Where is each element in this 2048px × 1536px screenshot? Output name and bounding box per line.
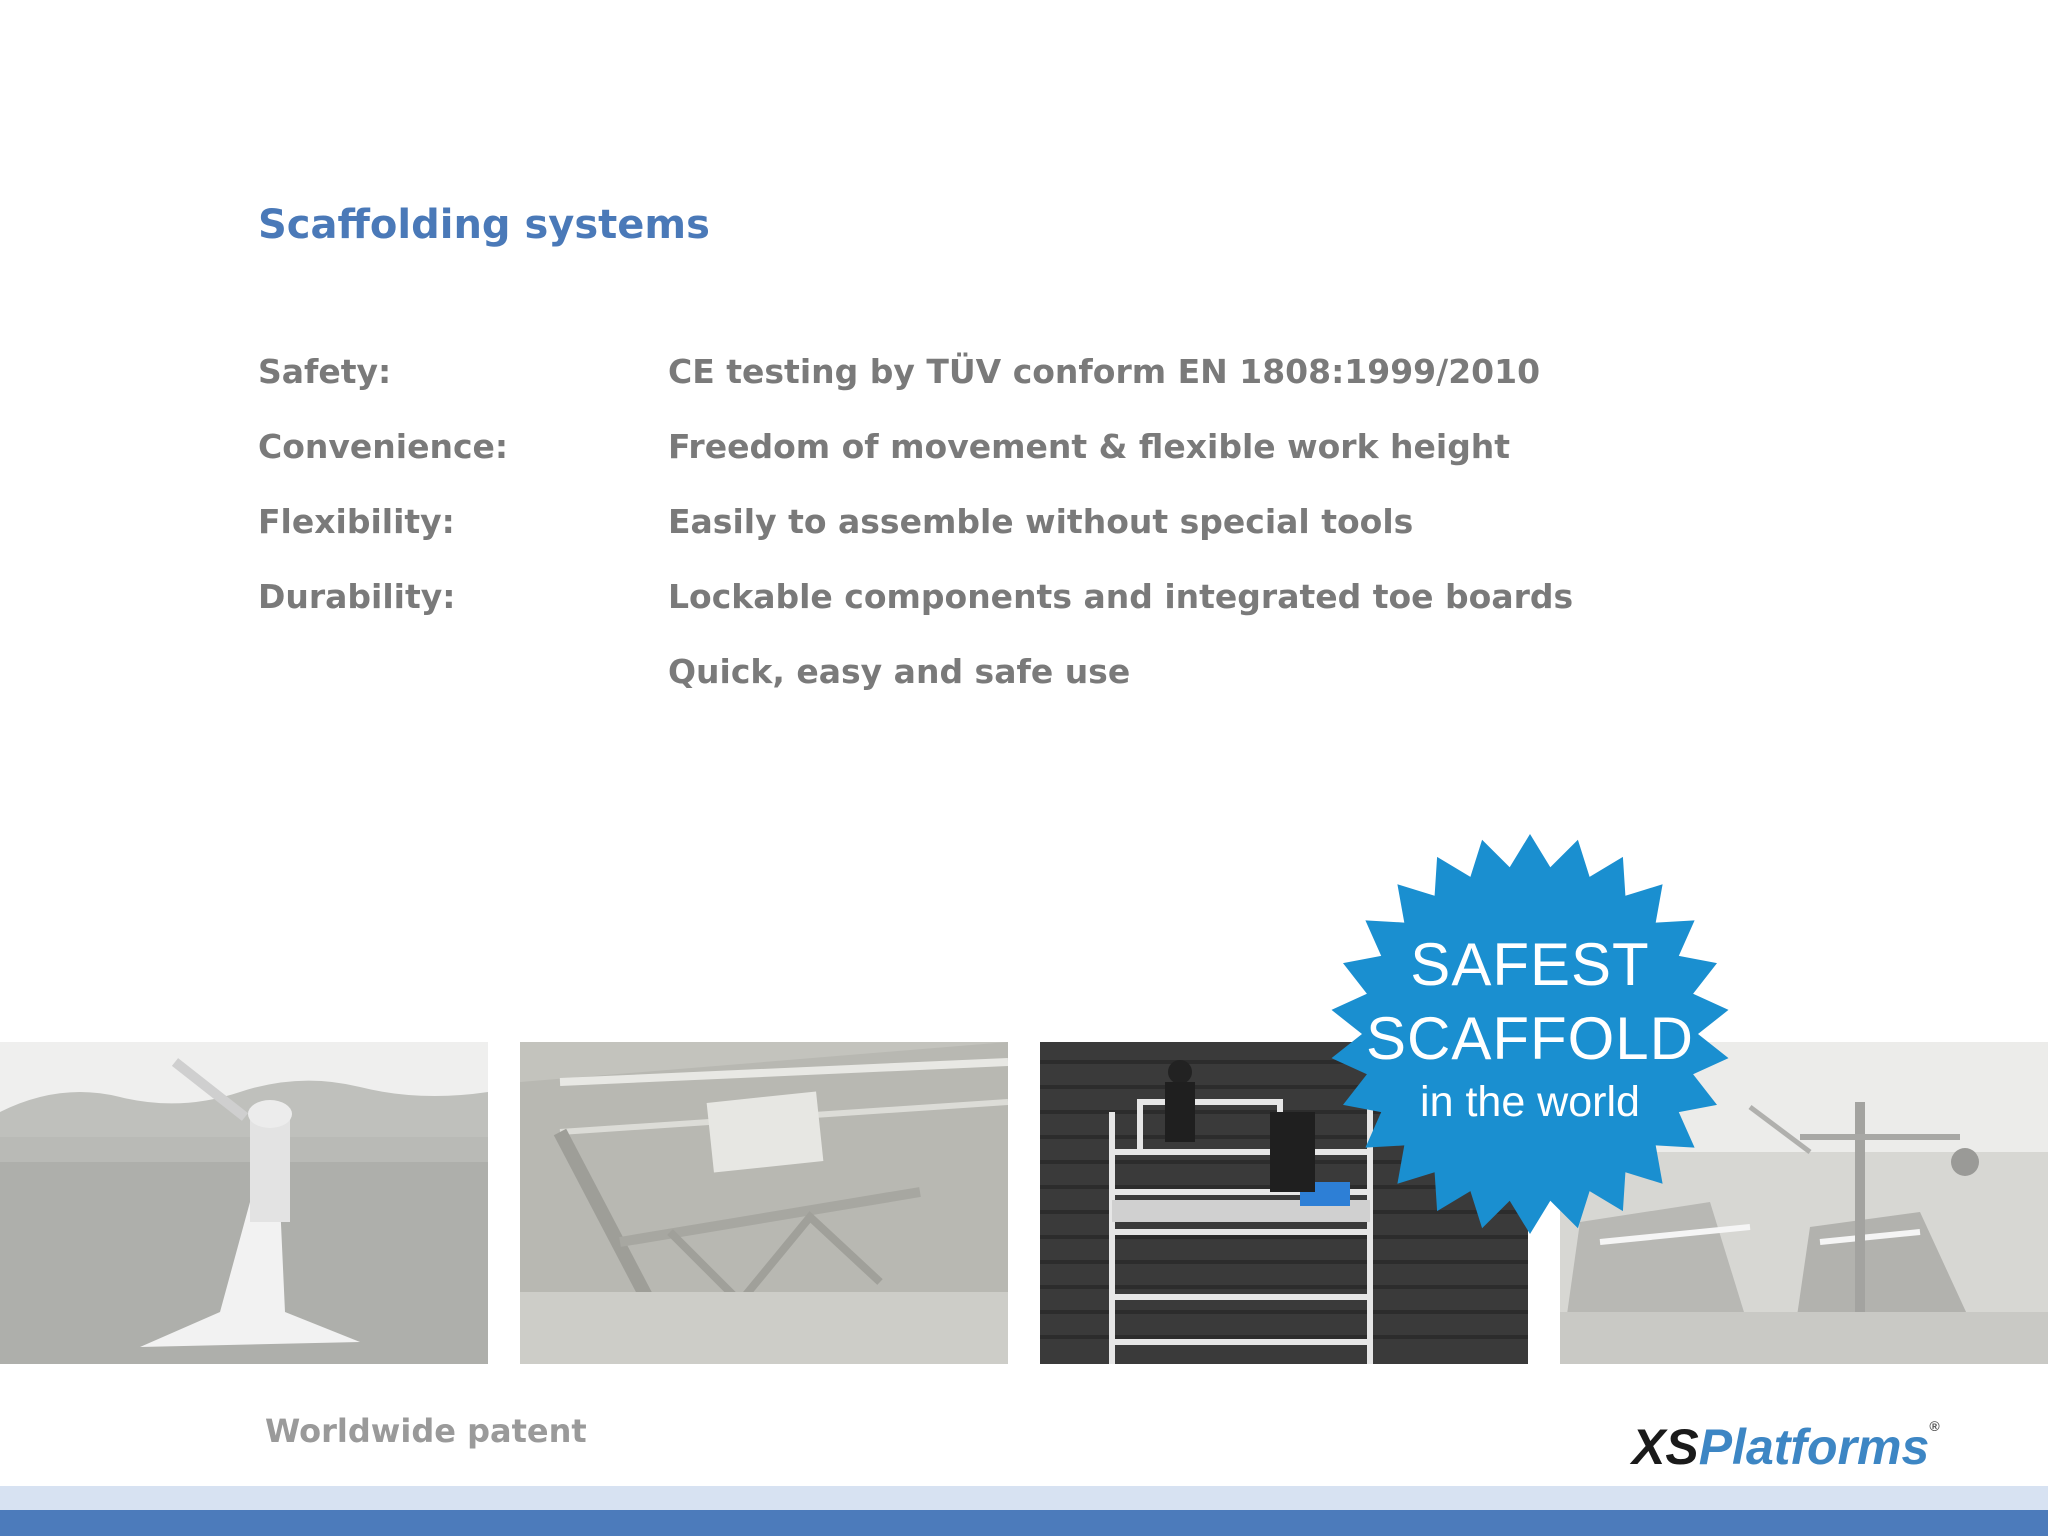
- logo-xs: XS: [1632, 1419, 1699, 1475]
- feature-row-safety: [258, 352, 1658, 402]
- feature-label: Durability:: [258, 577, 456, 616]
- logo-registered-mark: ®: [1929, 1418, 1940, 1434]
- feature-label: Flexibility:: [258, 502, 455, 541]
- badge-line-1: SAFEST: [1410, 931, 1650, 998]
- feature-value: Lockable components and integrated toe boards: [668, 577, 1574, 616]
- feature-value: Freedom of movement & flexible work height: [668, 427, 1511, 466]
- feature-row-flexibility: [258, 502, 1658, 552]
- xsplatforms-logo: [1632, 1418, 1940, 1478]
- feature-value: Easily to assemble without special tools: [668, 502, 1414, 541]
- footer-patent-text: Worldwide patent: [265, 1412, 587, 1450]
- photo-guardrail: [520, 1042, 1008, 1364]
- feature-label: Safety:: [258, 352, 392, 391]
- feature-row-convenience: [258, 427, 1658, 477]
- feature-value: Quick, easy and safe use: [668, 652, 1131, 691]
- feature-label: Convenience:: [258, 427, 509, 466]
- badge-line-2: SCAFFOLD: [1365, 1005, 1695, 1072]
- feature-row-extra: [258, 652, 1658, 702]
- footer-bar-dark: [0, 1510, 2048, 1536]
- photo-roof-anchor: [0, 1042, 488, 1364]
- page-title: Scaffolding systems: [258, 202, 710, 248]
- logo-platforms: Platforms: [1698, 1419, 1930, 1475]
- feature-row-durability: [258, 577, 1658, 627]
- footer-bar-light: [0, 1486, 2048, 1510]
- badge-line-3: in the world: [1420, 1078, 1640, 1126]
- feature-value: CE testing by TÜV conform EN 1808:1999/2010: [668, 352, 1541, 391]
